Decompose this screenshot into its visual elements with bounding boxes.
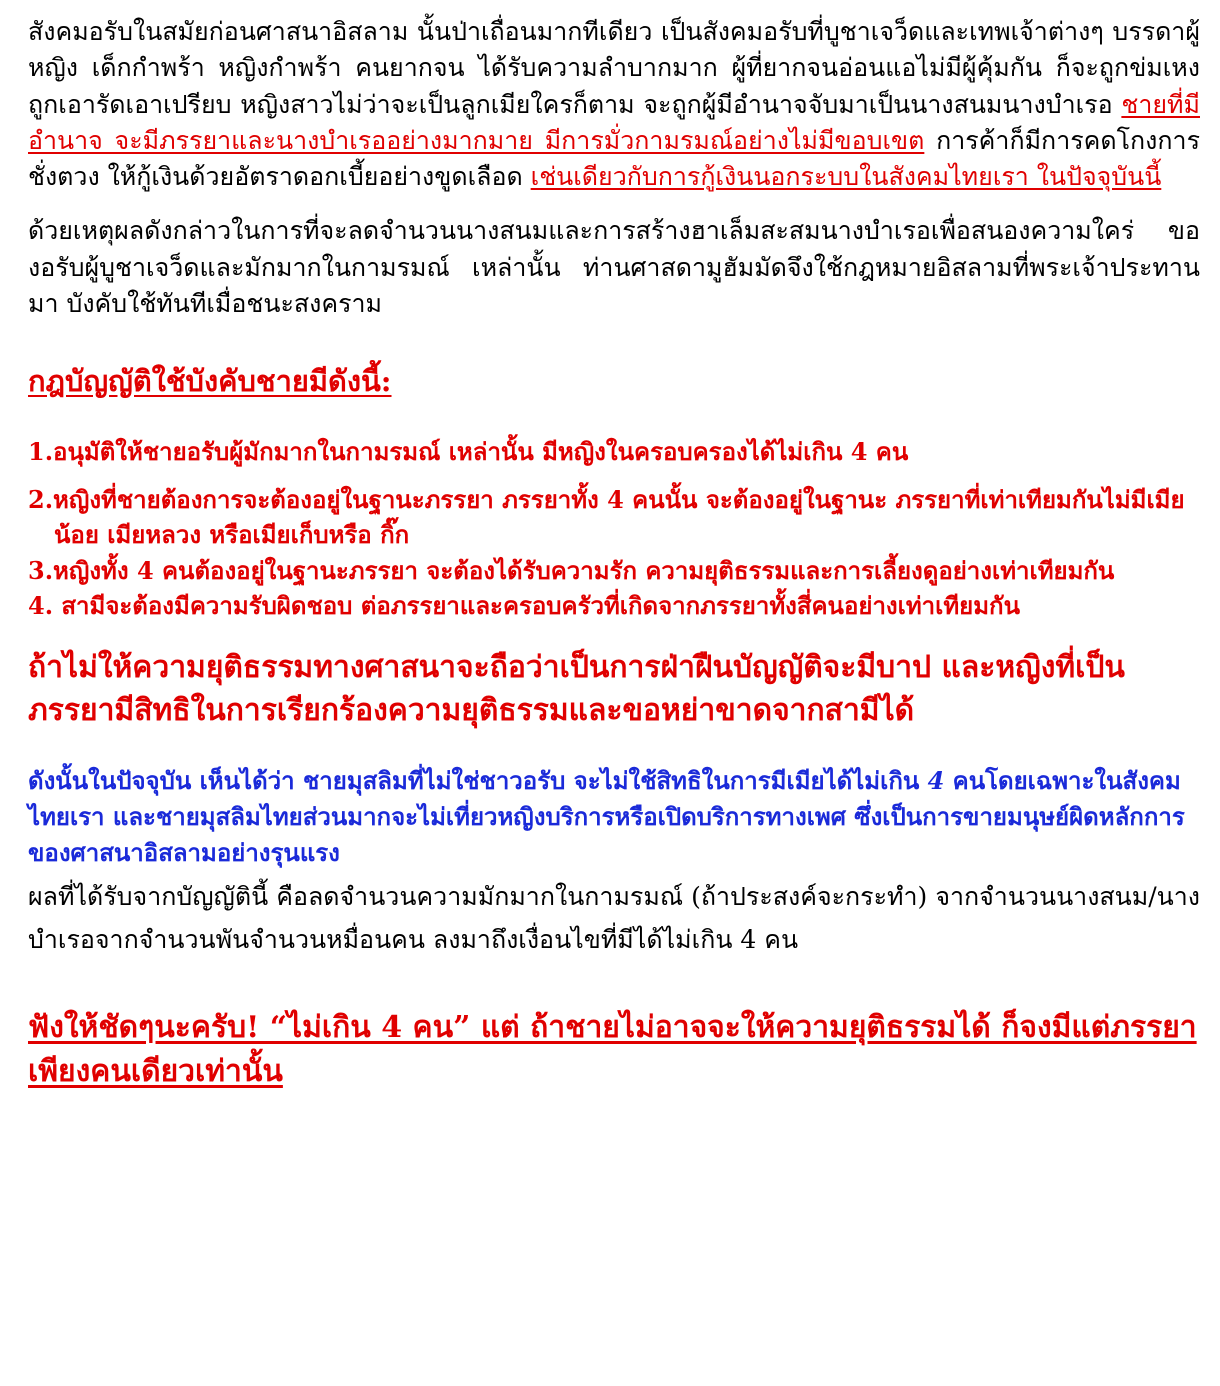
- intro-highlight-b: เช่นเดียวกับการกู้เงินนอกระบบในสังคมไทยเรา ในปัจจุบันนี้: [530, 162, 1162, 191]
- rule-item-4: 4. สามีจะต้องมีความรับผิดชอบ ต่อภรรยาและครอบครัวที่เกิดจากภรรยาทั้งสี่คนอย่างเท่าเทียมกัน: [28, 591, 1020, 621]
- intro-text-b: การค้าก็มีการคดโกงการชั่งตวง ให้กู้เงินด้วยอัตราดอกเบี้ยอย่างขูดเลือด: [28, 125, 1200, 191]
- today-part-1: ดังนั้นในปัจจุบัน เห็นได้ว่า ชายมุสลิมที่ไม่ใช่ชาวอรับ จะไม่ใช้สิทธิในการมีเมียได้ไม่เกิน: [28, 765, 928, 795]
- intro-paragraph: [28, 14, 1200, 195]
- rule-item-3: 3.หญิงทั้ง 4 คนต้องอยู่ในฐานะภรรยา จะต้องได้รับความรัก ความยุติธรรมและการเลี้ยงดูอย่างเท่าเทียมกัน: [28, 555, 1115, 585]
- reason-paragraph: ด้วยเหตุผลดังกล่าวในการที่จะลดจำนวนนางสนมและการสร้างฮาเล็มสะสมนางบำเรอเพื่อสนองความใคร่ ของอรับผู้บูชาเจว็ดและมักมากในกามรมณ์ เหล่านั้น ท่านศาสดามูฮัมมัดจึงใช้กฎหมายอิสลามที่พระเจ้าประทานมา บังคับใช้ทันทีเมื่อชนะสงคราม: [28, 216, 1200, 318]
- today-part-2: คนโดยเฉพาะในสังคมไทยเรา และชายมุสลิมไทยส่วนมากจะไม่เที่ยวหญิงบริการหรือเปิดบริการทางเพศ ซึ่งเป็นการขายมนุษย์ผิดหลักการของศาสนาอิสลามอย่างรุนแรง: [28, 765, 1185, 867]
- rule-item-1: 1.อนุมัติให้ชายอรับผู้มักมากในกามรมณ์ เหล่านั้น มีหญิงในครอบครองได้ไม่เกิน 4 คน: [28, 437, 909, 466]
- rule-item-2: 2.หญิงที่ชายต้องการจะต้องอยู่ในฐานะภรรยา ภรรยาทั้ง 4 คนนั้น จะต้องอยู่ในฐานะ ภรรยาที่เท่าเทียมกันไม่มีเมียน้อย เมียหลวง หรือเมียเก็บหรือ กิ๊ก: [28, 484, 1185, 550]
- final-paragraph: ฟังให้ชัดๆนะครับ! “ไม่เกิน 4 คน” แต่ ถ้าชายไม่อาจจะให้ความยุติธรรมได้ ก็จงมีแต่ภรรยาเพียงคนเดียวเท่านั้น: [28, 1010, 1197, 1089]
- intro-highlight-a: ชายที่มีอำนาจ จะมีภรรยาและนางบำเรออย่างมากมาย มีการมั่วกามรมณ์อย่างไม่มีขอบเขต: [28, 89, 1200, 155]
- warning-paragraph: ถ้าไม่ให้ความยุติธรรมทางศาสนาจะถือว่าเป็นการฝ่าฝืนบัญญัติจะมีบาป และหญิงที่เป็นภรรยามีสิทธิในการเรียกร้องความยุติธรรมและขอหย่าขาดจากสามีได้: [28, 649, 1125, 729]
- rules-heading: กฎบัญญัติใช้บังคับชายมีดังนี้:: [28, 364, 392, 398]
- result-paragraph: ผลที่ได้รับจากบัญญัตินี้ คือลดจำนวนความมักมากในกามรมณ์ (ถ้าประสงค์จะกระทำ) จากจำนวนนางสนม/นางบำเรอจากจำนวนพันจำนวนหมื่อนคน ลงมาถึงเงื่อนไขที่มีได้ไม่เกิน 4 คน: [28, 881, 1200, 955]
- today-number: 4: [927, 765, 945, 795]
- today-paragraph: [28, 763, 1200, 871]
- intro-text-a: สังคมอรับในสมัยก่อนศาสนาอิสลาม นั้นป่าเถื่อนมากทีเดียว เป็นสังคมอรับที่บูชาเจว็ดและเทพเจ้าต่างๆ บรรดาผู้หญิง เด็กกำพร้า หญิงกำพร้า คนยากจน ได้รับความลำบากมาก ผู้ที่ยากจนอ่อนแอไม่มีผู้คุ้มกัน ก็จะถูกข่มเหง ถูกเอารัดเอาเปรียบ หญิงสาวไม่ว่าจะเป็นลูกเมียใครก็ตาม จะถูกผู้มีอำนาจจับมาเป็นนางสนมนางบำเรอ: [28, 17, 1200, 119]
